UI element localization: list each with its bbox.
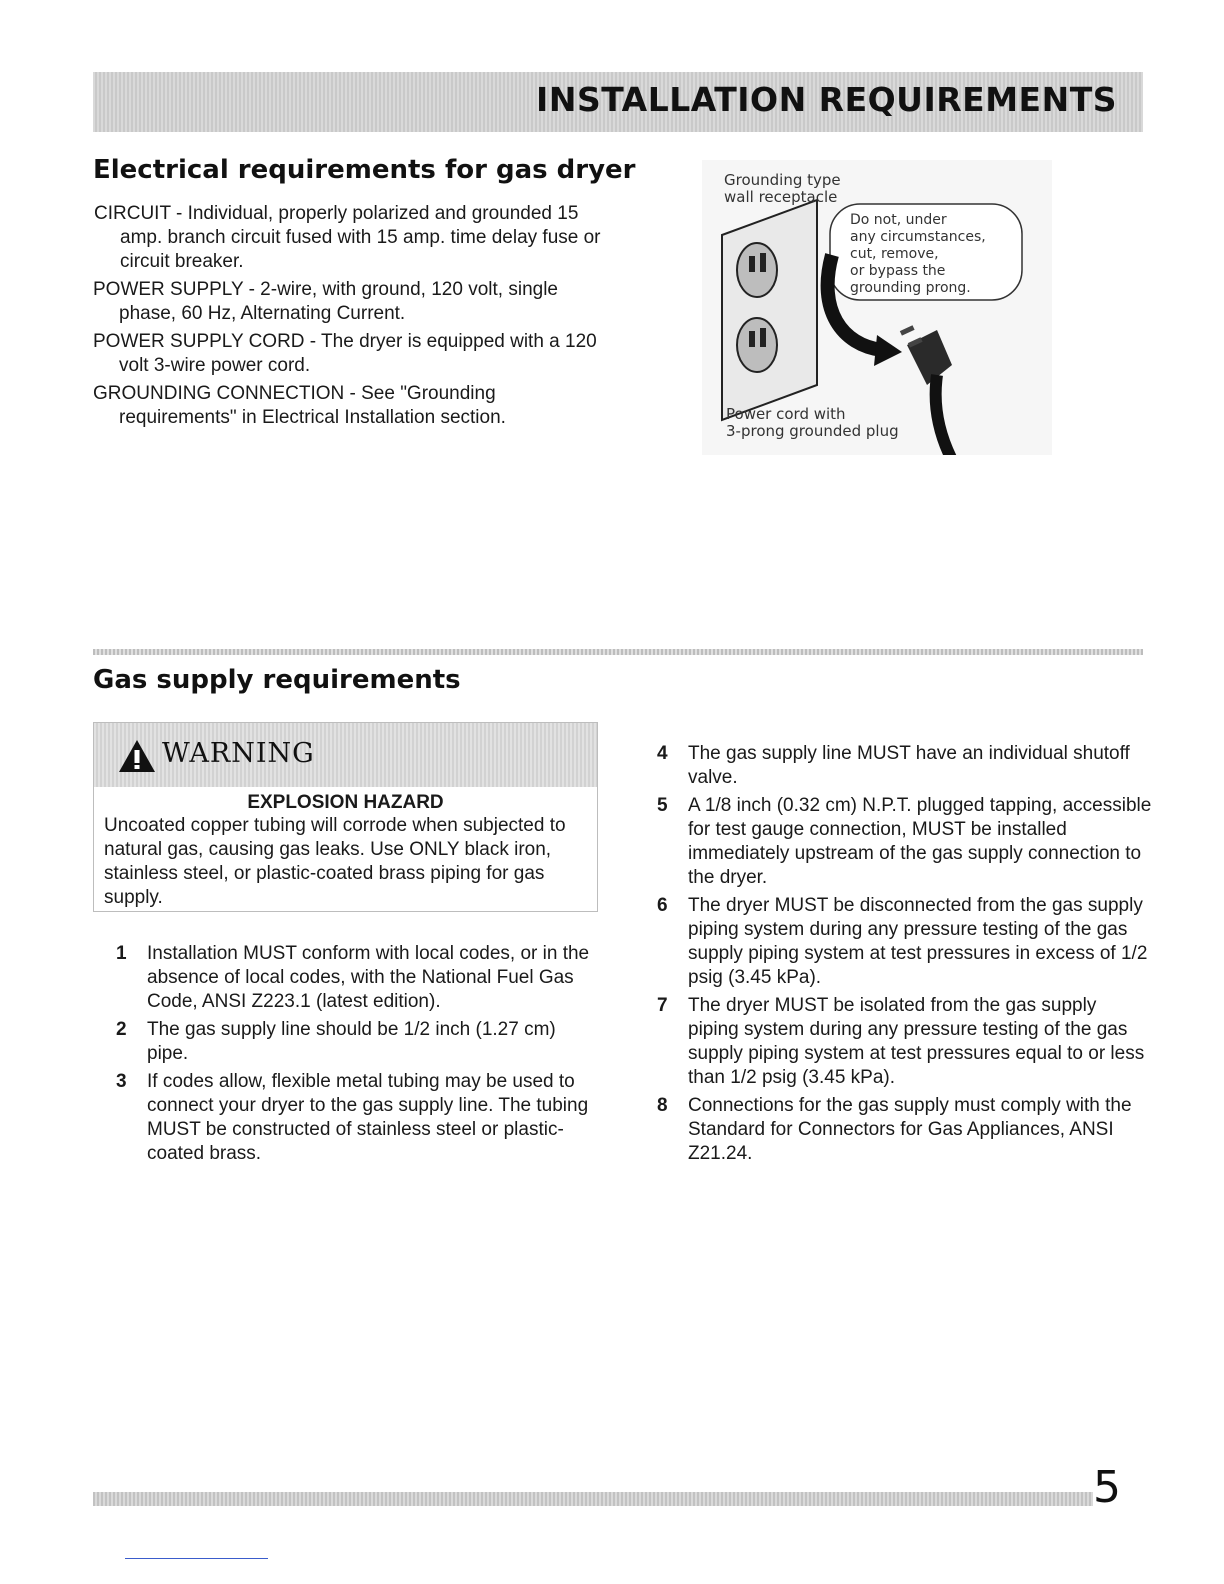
list-item: 4 The gas supply line MUST have an individual shutoff valve. [657,743,1130,788]
plug-label: Power cord with 3-prong grounded plug [726,405,899,440]
gas-heading: Gas supply requirements [93,665,461,695]
list-item: 1 Installation MUST conform with local codes, or in the absence of local codes, with the National Fuel Gas Code, ANSI Z223.1 (latest edition). [116,943,590,1012]
warning-callout: Do not, under any circumstances, cut, remove, or bypass the grounding prong. [850,212,986,296]
receptacle-illustration [702,160,1052,455]
page-title: INSTALLATION REQUIREMENTS [536,80,1117,119]
footer-rule [125,1558,268,1559]
list-item: 5 A 1/8 inch (0.32 cm) N.P.T. plugged tapping, accessible for test gauge connection, MUST be installed immediately upstream of the gas supply connection to the dryer. [657,795,1152,888]
list-item: CIRCUIT - Individual, properly polarized and grounded 15 amp. branch circuit fused with 15 amp. time delay fuse or circuit breaker. [94,203,601,272]
list-item: 6 The dryer MUST be disconnected from the gas supply piping system during any pressure testing of the gas supply piping system at test pressures in excess of 1/2 psig (3.45 kPa). [657,895,1148,988]
warning-subtitle: EXPLOSION HAZARD [247,792,444,813]
warning-triangle-icon [118,739,156,773]
list-item: POWER SUPPLY CORD - The dryer is equipped with a 120 volt 3-wire power cord. [93,331,597,376]
list-item: 2 The gas supply line should be 1/2 inch (1.27 cm) pipe. [116,1019,556,1064]
receptacle-label: Grounding type wall receptacle [724,171,841,206]
gas-requirements-left [116,942,591,1170]
list-item: GROUNDING CONNECTION - See "Grounding requirements" in Electrical Installation section. [93,383,506,428]
list-item: 7 The dryer MUST be isolated from the gas supply piping system during any pressure testing of the gas supply piping system at test pressures equal to or less than 1/2 psig (3.45 kPa). [657,995,1145,1088]
section-divider [93,649,1143,655]
electrical-heading: Electrical requirements for gas dryer [93,155,636,185]
warning-body: Uncoated copper tubing will corrode when subjected to natural gas, causing gas leaks. Use ONLY black iron, stainless steel, or plastic-coated brass piping for gas supply. [104,815,566,908]
warning-header [94,723,597,787]
warning-box [93,722,598,912]
list-item: 8 Connections for the gas supply must comply with the Standard for Connectors for Gas Appliances, ANSI Z21.24. [657,1095,1132,1164]
list-item: 3 If codes allow, flexible metal tubing may be used to connect your dryer to the gas supply line. The tubing MUST be constructed of stainless steel or plastic-coated brass. [116,1071,589,1164]
footer-band [93,1492,1093,1506]
electrical-requirements-list [93,202,613,434]
header-band [93,72,1143,132]
warning-label: WARNING [162,738,315,769]
page-number: 5 [1093,1462,1121,1513]
list-item: POWER SUPPLY - 2-wire, with ground, 120 volt, single phase, 60 Hz, Alternating Current. [93,279,558,324]
gas-requirements-right [657,742,1152,1170]
